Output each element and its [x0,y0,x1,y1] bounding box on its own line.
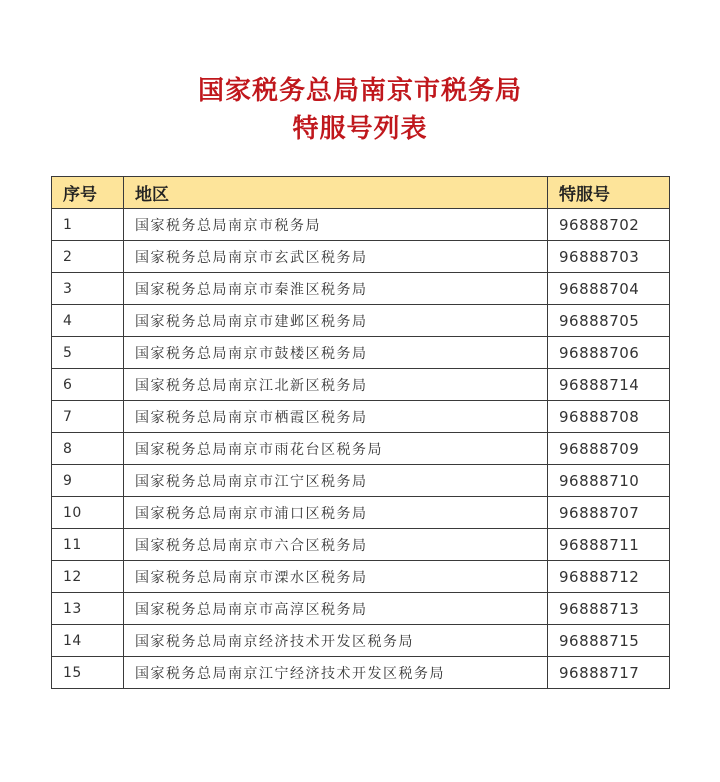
table-row [52,433,670,465]
service-number-cell: 96888706 [548,337,670,369]
table-row [52,625,670,657]
region-cell: 国家税务总局南京市鼓楼区税务局 [124,337,548,369]
header-serial-number: 序号 [52,177,124,209]
region-cell: 国家税务总局南京市雨花台区税务局 [124,433,548,465]
service-number-cell: 96888712 [548,561,670,593]
table-row [52,305,670,337]
service-number-table [51,176,670,689]
region-cell: 国家税务总局南京市建邺区税务局 [124,305,548,337]
service-number-cell: 96888707 [548,497,670,529]
service-number-cell: 96888717 [548,657,670,689]
region-cell: 国家税务总局南京江北新区税务局 [124,369,548,401]
region-cell: 国家税务总局南京江宁经济技术开发区税务局 [124,657,548,689]
region-cell: 国家税务总局南京市秦淮区税务局 [124,273,548,305]
title-line-2: 特服号列表 [292,114,428,144]
service-number-cell: 96888713 [548,593,670,625]
region-cell: 国家税务总局南京市浦口区税务局 [124,497,548,529]
serial-number-cell: 5 [52,337,124,369]
table-row [52,337,670,369]
service-number-cell: 96888702 [548,209,670,241]
title-line-1: 国家税务总局南京市税务局 [197,76,522,106]
service-number-cell: 96888714 [548,369,670,401]
serial-number-cell: 6 [52,369,124,401]
page-title [0,72,720,148]
table-row [52,401,670,433]
table-row [52,561,670,593]
table-header-row [52,177,670,209]
service-number-cell: 96888708 [548,401,670,433]
service-number-cell: 96888704 [548,273,670,305]
table-row [52,497,670,529]
region-cell: 国家税务总局南京市江宁区税务局 [124,465,548,497]
service-number-cell: 96888711 [548,529,670,561]
serial-number-cell: 14 [52,625,124,657]
service-number-cell: 96888705 [548,305,670,337]
serial-number-cell: 12 [52,561,124,593]
table-row [52,657,670,689]
region-cell: 国家税务总局南京市溧水区税务局 [124,561,548,593]
region-cell: 国家税务总局南京市税务局 [124,209,548,241]
table-row [52,593,670,625]
serial-number-cell: 13 [52,593,124,625]
region-cell: 国家税务总局南京市玄武区税务局 [124,241,548,273]
region-cell: 国家税务总局南京市栖霞区税务局 [124,401,548,433]
serial-number-cell: 10 [52,497,124,529]
serial-number-cell: 3 [52,273,124,305]
serial-number-cell: 11 [52,529,124,561]
service-number-cell: 96888710 [548,465,670,497]
service-number-cell: 96888703 [548,241,670,273]
table-row [52,369,670,401]
region-cell: 国家税务总局南京市高淳区税务局 [124,593,548,625]
serial-number-cell: 2 [52,241,124,273]
serial-number-cell: 8 [52,433,124,465]
table-row [52,465,670,497]
service-number-cell: 96888709 [548,433,670,465]
region-cell: 国家税务总局南京市六合区税务局 [124,529,548,561]
table-row [52,529,670,561]
table-row [52,241,670,273]
table-row [52,273,670,305]
region-cell: 国家税务总局南京经济技术开发区税务局 [124,625,548,657]
serial-number-cell: 7 [52,401,124,433]
header-region: 地区 [124,177,548,209]
serial-number-cell: 4 [52,305,124,337]
table-row [52,209,670,241]
service-number-cell: 96888715 [548,625,670,657]
header-service-number: 特服号 [548,177,670,209]
serial-number-cell: 9 [52,465,124,497]
serial-number-cell: 15 [52,657,124,689]
serial-number-cell: 1 [52,209,124,241]
